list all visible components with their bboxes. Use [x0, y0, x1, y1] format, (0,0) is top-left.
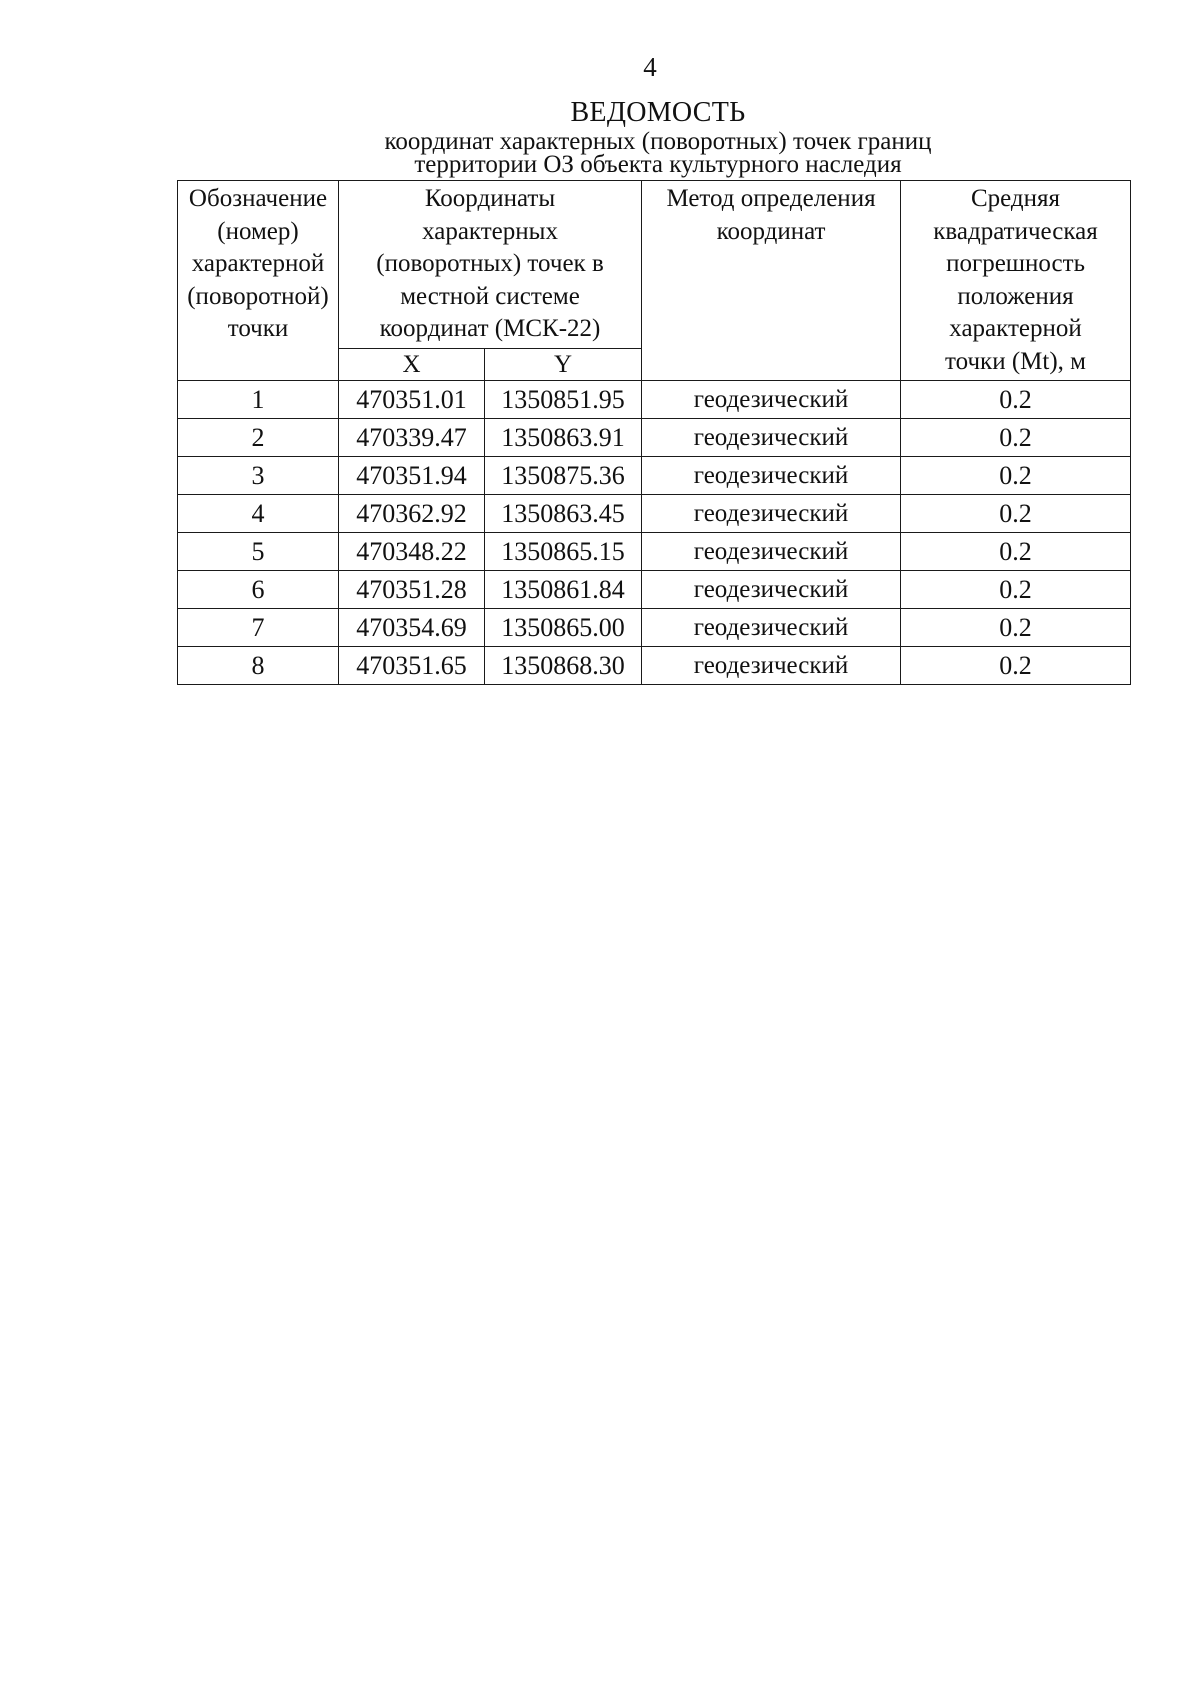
cell-method: геодезический: [642, 419, 901, 457]
header-error-line: Средняя: [970, 185, 1061, 212]
cell-error: 0.2: [901, 609, 1131, 647]
header-error: [901, 181, 1131, 381]
table-row: [178, 381, 1131, 419]
cell-method: геодезический: [642, 457, 901, 495]
header-error-line: квадратическая: [933, 217, 1098, 245]
table-row: [178, 457, 1131, 495]
table-row: [178, 609, 1131, 647]
cell-point: 2: [178, 419, 339, 457]
header-point-line: (номер): [217, 217, 299, 245]
cell-x: 470351.01: [339, 381, 485, 419]
cell-error: 0.2: [901, 381, 1131, 419]
header-coordinates-line: Координаты: [424, 185, 556, 212]
cell-method: геодезический: [642, 647, 901, 685]
document-title: ВЕДОМОСТЬ: [570, 97, 746, 128]
header-error-line: погрешность: [946, 250, 1085, 277]
header-point-line: характерной: [191, 250, 325, 277]
cell-error: 0.2: [901, 419, 1131, 457]
cell-y: 1350863.91: [485, 419, 642, 457]
header-error-line: характерной: [949, 315, 1082, 342]
cell-method: геодезический: [642, 381, 901, 419]
header-error-line: положения: [957, 282, 1074, 310]
header-error-line: точки (Mt), м: [945, 347, 1086, 375]
cell-y: 1350875.36: [485, 457, 642, 495]
cell-point: 6: [178, 571, 339, 609]
cell-method: геодезический: [642, 533, 901, 571]
table-row: [178, 533, 1131, 571]
cell-x: 470351.94: [339, 457, 485, 495]
header-coordinates-line: (поворотных) точек в: [376, 250, 604, 277]
header-y: Y: [485, 349, 642, 381]
header-method: [642, 181, 901, 381]
table-row: [178, 495, 1131, 533]
table-row: [178, 419, 1131, 457]
header-x: X: [339, 349, 485, 381]
cell-x: 470339.47: [339, 419, 485, 457]
cell-error: 0.2: [901, 647, 1131, 685]
cell-method: геодезический: [642, 571, 901, 609]
header-coordinates-line: координат (МСК-22): [379, 315, 601, 342]
cell-y: 1350868.30: [485, 647, 642, 685]
cell-point: 5: [178, 533, 339, 571]
cell-x: 470351.28: [339, 571, 485, 609]
cell-y: 1350863.45: [485, 495, 642, 533]
header-coordinates-line: характерных: [422, 217, 558, 245]
header-coordinates-line: местной системе: [400, 282, 580, 310]
header-point-line: Обозначение: [188, 185, 328, 212]
cell-x: 470351.65: [339, 647, 485, 685]
header-point-designation: [178, 181, 339, 381]
cell-y: 1350865.15: [485, 533, 642, 571]
header-point-line: точки: [227, 315, 289, 342]
cell-point: 7: [178, 609, 339, 647]
cell-error: 0.2: [901, 571, 1131, 609]
header-coordinates: [339, 181, 642, 349]
cell-point: 4: [178, 495, 339, 533]
cell-point: 8: [178, 647, 339, 685]
cell-point: 3: [178, 457, 339, 495]
cell-y: 1350865.00: [485, 609, 642, 647]
document-subtitle-line-1: координат характерных (поворотных) точек границ: [384, 128, 932, 155]
cell-y: 1350851.95: [485, 381, 642, 419]
cell-x: 470354.69: [339, 609, 485, 647]
coordinates-table: [177, 180, 1131, 685]
document-subtitle-line-2: территории ОЗ объекта культурного наследия: [414, 151, 902, 178]
cell-error: 0.2: [901, 457, 1131, 495]
table-row: [178, 571, 1131, 609]
cell-error: 0.2: [901, 533, 1131, 571]
cell-point: 1: [178, 381, 339, 419]
table-row: [178, 647, 1131, 685]
header-point-line: (поворотной): [187, 282, 329, 310]
page-number: 4: [643, 52, 657, 82]
header-method-line: Метод определения: [666, 185, 876, 212]
cell-method: геодезический: [642, 495, 901, 533]
cell-error: 0.2: [901, 495, 1131, 533]
cell-y: 1350861.84: [485, 571, 642, 609]
cell-method: геодезический: [642, 609, 901, 647]
header-method-line: координат: [716, 217, 826, 245]
cell-x: 470348.22: [339, 533, 485, 571]
cell-x: 470362.92: [339, 495, 485, 533]
